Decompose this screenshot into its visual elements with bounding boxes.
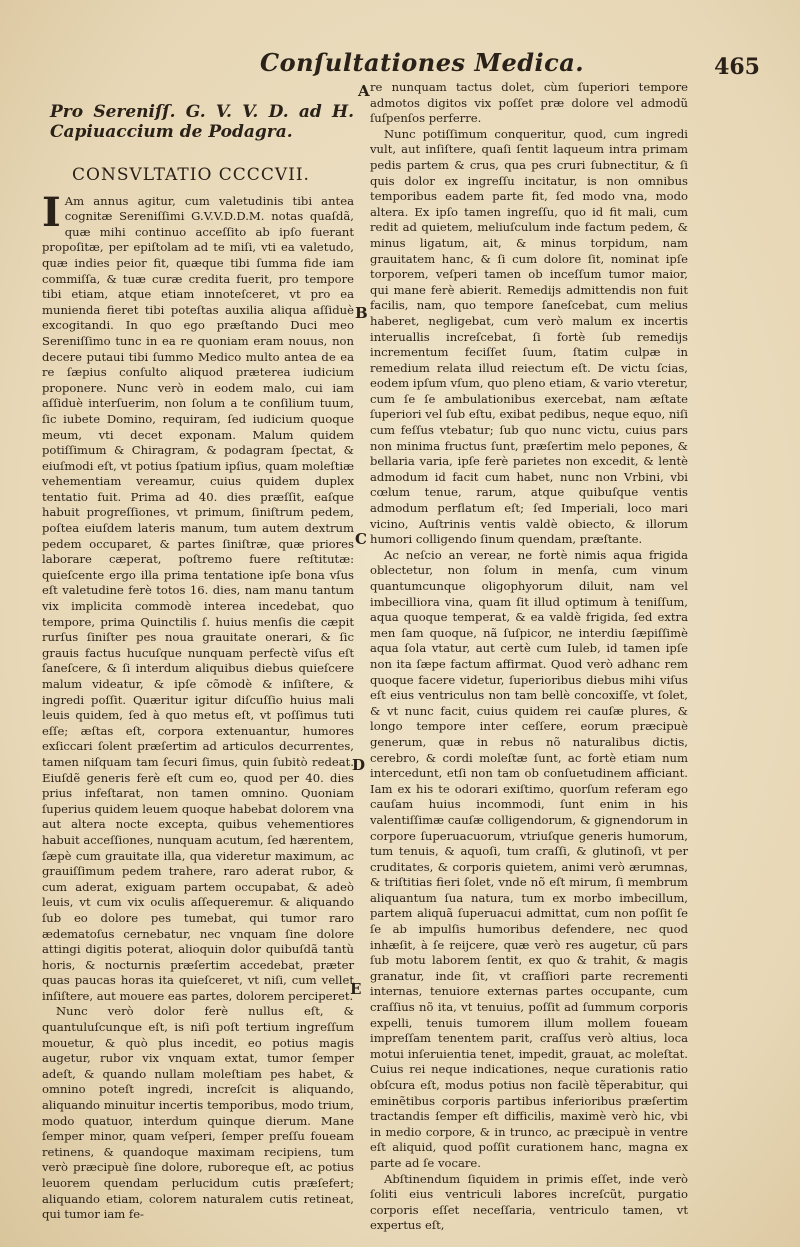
margin-marker-c: C xyxy=(355,530,367,548)
paragraph: Ac neſcio an verear, ne fortè nimis aqua frigida oblectetur, non ſolum in menſa, cum vinum quantumcunque oligophyorum diluit, nam vel imbecilliora vina, quam ſit illud optimum à teniſſum, aqua quoque temperat, & ea valdè frigida, ſed extra men ſam quoque, nã ſuſpicor, ne interdiu ſæpiſſimè aqua ſola vtatur, aut certè cum Iuleb, id tamen ipſe non ita ſæpe factum affirmat. Quod verò adhanc rem quoque facere videtur, ſuperioribus diebus mihi viſus eſt eius ventriculus non tam bellè concoxiſſe, vt ſolet, & vt nunc facit, cuius quidem rei cauſæ plures, & longo tempore inter ceſſere, eorum præcipuè generum, quæ in rebus nõ naturalibus dictis, cerebro, & cordi moleſtæ ſunt, ac fortè etiam num intercedunt, etſi non tam ob conſuetudinem afficiant. Iam ex his te odorari exiſtimo, quorſum referam ego cauſam huius incommodi, ſunt enim in his valentiſſimæ cauſæ colligendorum, & gignendorum in corpore ſuperuacuorum, vtriuſque generis humorum, tum tenuis, & aquoſi, tum craſſi, & glutinoſi, vt per cruditates, & corporis quietem, animi verò ærumnas, & triſtitias fieri ſolet, vnde nõ eſt mirum, ſi membrum aliquantum ſua natura, tum ex morbo imbecillum, partem aliquã ſuperuacui admittat, cum non poſſit ſe ſe ab impulſis humoribus defendere, nec quod inhæſit, à ſe reijcere, quæ verò res augetur, cũ pars ſub motu laborem ſentit, ex quo & trahit, & magis granatur, inde ſit, vt craſſiori parte recrementi internas, tenuiore externas partes occupante, cum craſſius nõ ita, vt tenuius, poſſit ad ſummum corporis expelli, tenuis tumorem illum mollem foueam impreſſam tenentem parit, craſſus verò altius, loca motui inſeruientia tenet, impedit, grauat, ac moleſtat. Cuius rei neque indicationes, neque curationis ratio obſcura eſt, modus potius non facilè tẽperabitur, qui eminẽtibus corporis partibus inferioribus præſertim tractandis ſemper eſt difficilis, maximè verò hic, vbi in medio corpore, & in trunco, ac præcipuè in ventre eſt aliquid, quod poſſit curationem hanc, magna ex parte ad ſe vocare. xyxy=(370,547,688,1170)
paragraph-text: Am annus agitur, cum valetudinis tibi antea cognitæ Sereniſſimi G.V.V.D.D.M. notas quaſdã, quæ mihi continuo acceſſito ab ipſo fuerant propoſitæ, per epiſtolam ad te miſi, vti ea valetudo, quæ indies peior fit, quæque tibi ſumma fide iam commiſſa, & tuæ curæ credita fuerit, pro tempore tibi etiam, atque etiam innoteſceret, vt pro ea munienda fieret tibi poteſtas auxilia aliqua aſſiduè excogitandi. In quo ego præſtando Duci meo Sereniſſimo tunc in ea re quoniam eram nouus, non decere putaui tibi ſummo Medico multo antea de ea re ſæpius conſulto aliquod præterea iudicium proponere. Nunc verò in eodem malo, cui iam aſſiduè interſuerim, non ſolum a te conſilium tuum, ſic iubete Domino, requiram, ſed iudicium quoque meum, vti decet exponam. Malum quidem potiſſimum & Chiragram, & podagram ſpectat, & eiuſmodi eſt, vt potius ſpatium ipſius, quam moleſtiæ vehementiam vereamur, cuius quidem duplex tentatio fuit. Prima ad 40. dies præſſit, eaſque habuit progreſſiones, vt primum, ſiniſtrum pedem, poſtea eiuſdem lateris manum, tum autem dextrum pedem occuparet, & partes ſiniſtræ, quæ priores laborare cæperat, poſtremo fuere reſtitutæ: quieſcente ergo illa prima tentatione ipſe bona vſus eſt valetudine ferè totos 16. dies, nam manu tantum vix implicita commodè interea incedebat, quo tempore, prima Quinctilis ſ. huius menſis die cæpit rurſus ſiniſter pes noua grauitate onerari, & ſic grauis factus hucuſque nunquam perfectè viſus eſt ſaneſcere, & ſi interdum aliquibus diebus quieſcere malum videatur, & ipſe cõmodè & inſiſtere, & ingredi poſſit. Quæritur igitur diſcuſſio huius mali leuis quidem, ſed à quo metus eſt, vt poſſimus tuti eſſe; æſtas eſt, corpora extenuantur, humores exſiccari ſolent præſertim ad articulos decurrentes, tamen niſquam tam ſecuri ſimus, quin ſubitò redeat. Eiuſdẽ generis ferè eſt cum eo, quod per 40. dies prius infeſtarat, non tamen omnino. Quoniam ſuperius quidem leuem quoque habebat dolorem vna aut altera nocte excepta, quibus vehementiores habuit acceſſiones, nunquam acutum, ſed hærentem, ſæpè cum grauitate illa, qua videretur maximum, ac grauiſſimum pedem trahere, raro aderat rubor, & cum aderat, exiguam partem occupabat, & adeò leuis, vt cum vix oculis aſſequeremur. & aliquando ſub eo dolore pes tumebat, qui tumor raro ædematoſus cernebatur, nec vnquam ſine dolore attingi digitis poterat, alioquin dolor quibuſdã tantù horis, & nocturnis præſertim accedebat, præter quas paucas horas ita quieſceret, vt niſi, cum vellet inſiſtere, aut mouere eas partes, dolorem perciperet. xyxy=(42,193,354,1003)
margin-marker-a: A xyxy=(358,82,370,100)
page-header xyxy=(260,48,760,84)
paragraph: Abſtinendum ſiquidem in primis eſſet, inde verò ſoliti eius ventriculi labores increſcũt, purgatio corporis eſſet neceſſaria, ventriculo tamen, vt expertus eſt, xyxy=(370,1171,688,1233)
left-column xyxy=(42,80,354,1223)
margin-marker-e: E xyxy=(350,980,362,998)
paragraph: Nunc potiſſimum conqueritur, quod, cum ingredi vult, aut inſiſtere, quaſi ſentit laqueum intra primam pedis partem & crus, qua pes cruri ſubnectitur, & ſi quis dolor ex ingreſſu incitatur, is non omnibus temporibus eadem parte fit, ſed modo vna, modo altera. Ex ipſo tamen ingreſſu, quo id fit mali, cum redit ad quietem, meliuſculum inde factum pedem, & minus ligatum, ait, & minus torpidum, nam grauitatem hanc, & ſi cum dolore ſit, nominat ipſe torporem, veſperi tamen ob inceſſum tumor maior, qui mane ferè abierit. Remedijs admittendis non fuit facilis, nam, quo tempore ſaneſcebat, cum melius haberet, negligebat, cum verò malum ex incertis interuallis increſcebat, ſi fortè ſub remedijs incrementum feciſſet ſuum, ſtatim culpæ in remedium relata illud reiectum eſt. De victu ſcias, eodem ipſum vſum, quo pleno etiam, & vario vteretur, cum ſe ſe ambulationibus exercebat, nam æſtate ſuperiori vel ſub eſtu, exibat pedibus, neque equo, niſi cum feſſus vtebatur; ſub quo nunc victu, cuius pars non minima fructus ſunt, præſertim melo pepones, & bellaria varia, ipſe ferè parietes non excedit, & lentè admodum id facit cum habet, nunc non Vrbini, vbi cœlum tenue, rarum, atque quibuſque ventis admodum perflatum eſt; ſed Imperiali, loco mari vicino, Auſtrinis ventis valdè obiecto, & illorum humori colligendo ſinum quendam, præſtante. xyxy=(370,126,688,547)
running-title: Conſultationes Medica. xyxy=(260,48,585,77)
section-heading: Pro Sereniſſ. G. V. V. D. ad H. Capiuaccium de Podagra. xyxy=(50,102,354,142)
margin-marker-d: D xyxy=(352,756,366,774)
drop-cap: I xyxy=(42,188,61,236)
margin-marker-b: B xyxy=(355,304,368,322)
paragraph xyxy=(42,188,354,1005)
paragraph: Nunc verò dolor ferè nullus eſt, & quantuluſcunque eſt, is niſi poſt tertium ingreſſum mouetur, & quò plus incedit, eo potius magis augetur, rubor vix vnquam extat, tumor ſemper adeſt, & quando nullam moleſtiam pes habet, & omnino poteſt ingredi, increſcit is aliquando, aliquando minuitur incertis temporibus, modo trium, modo quatuor, interdum quinque dierum. Mane ſemper minor, quam veſperi, ſemper preſſu foueam retinens, & quandoque maximam recipiens, tum verò præcipuè ſine dolore, ruboreque eſt, ac potius leuorem quendam perlucidum cutis præſefert; aliquando etiam, colorem naturalem cutis retineat, qui tumor iam fe- xyxy=(42,1004,354,1222)
consultation-title: CONSVLTATIO CCCCVII. xyxy=(72,165,310,185)
paragraph: re nunquam tactus dolet, cùm ſuperiori tempore admotos digitos vix poſſet præ dolore vel admodũ ſuſpenſos perferre. xyxy=(370,80,688,126)
page-number: 465 xyxy=(714,54,760,80)
right-column xyxy=(370,80,688,1234)
